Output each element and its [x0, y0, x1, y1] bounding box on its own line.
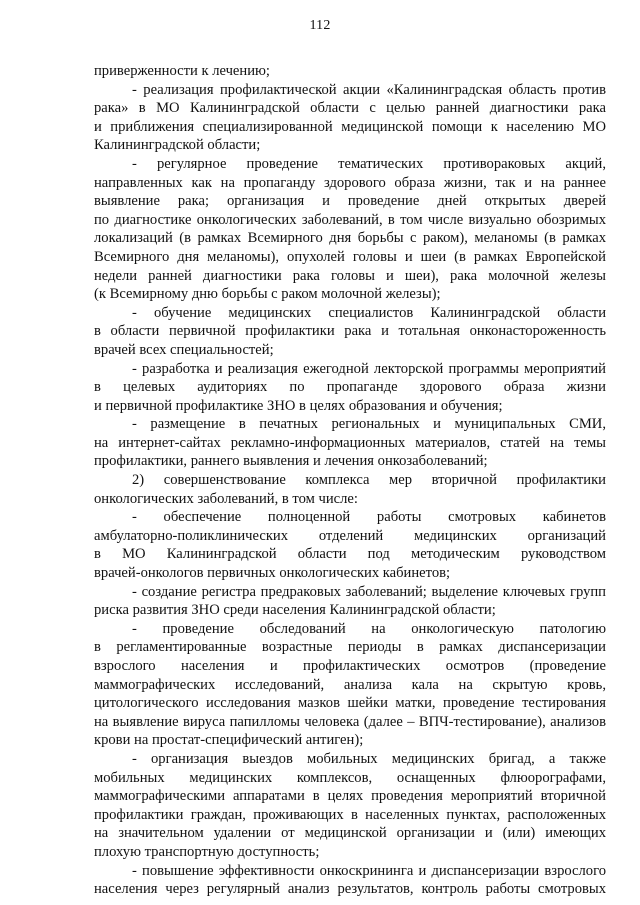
text-line: по диагностике онкологических заболеваний, в том числе визуально обозримых — [94, 211, 606, 228]
text-line: - обеспечение полноценной работы смотровых кабинетов — [132, 509, 606, 526]
text-line: плохую транспортную доступность; — [94, 843, 320, 860]
text-line: выявление рака; организация и проведение дней открытых дверей — [94, 193, 606, 210]
text-line: - обучение медицинских специалистов Калининградской области — [132, 304, 606, 321]
text-line: на выявление вируса папилломы человека (далее – ВПЧ-тестирование), анализов — [94, 713, 606, 730]
text-line: профилактики, раннего выявления и лечения онкозаболеваний; — [94, 453, 488, 470]
text-line: - реализация профилактической акции «Калининградская область против — [132, 81, 606, 98]
body-text — [94, 62, 606, 899]
text-line: недели ранней диагностики рака головы и шеи), рака молочной железы — [94, 267, 606, 284]
text-line: - размещение в печатных региональных и муниципальных СМИ, — [132, 416, 606, 433]
text-line: (к Всемирному дню борьбы с раком молочной железы); — [94, 286, 441, 303]
text-line: - организация выездов мобильных медицинских бригад, а также — [132, 750, 606, 767]
text-line: приверженности к лечению; — [94, 63, 270, 79]
text-line: направленных как на пропаганду здорового образа жизни, так и на раннее — [94, 174, 606, 191]
text-line: в целевых аудиториях по пропаганде здорового образа жизни — [94, 379, 606, 396]
text-line: на интернет-сайтах рекламно-информационных материалов, статей на темы — [94, 434, 606, 451]
text-line: - проведение обследований на онкологическую патологию — [132, 620, 606, 637]
text-line: маммографических исследований, анализа кала на скрытую кровь, — [94, 676, 606, 693]
text-line: маммографическими аппаратами в целях проведения мероприятий вторичной — [94, 788, 606, 805]
text-line: Всемирного дня меланомы), опухолей головы и шеи (в рамках Европейской — [94, 248, 606, 265]
text-line: амбулаторно-поликлинических отделений медицинских организаций — [94, 527, 606, 544]
text-line: локализаций (в рамках Всемирного дня борьбы с раком), меланомы (в рамках — [94, 230, 606, 247]
text-line: риска развития ЗНО среди населения Калининградской области; — [94, 602, 496, 619]
text-line: взрослого населения и профилактических осмотров (проведение — [94, 658, 606, 674]
text-line: в области первичной профилактики рака и тотальная онконастороженность — [94, 323, 606, 340]
text-line: Калининградской области; — [94, 137, 261, 154]
page-number: 112 — [309, 18, 331, 33]
text-line: крови на простат-специфический антиген); — [94, 732, 364, 749]
text-line: на значительном удалении от медицинской организации и (или) имеющих — [94, 825, 606, 842]
text-line: - регулярное проведение тематических противораковых акций, — [132, 155, 606, 172]
text-line: и первичной профилактике ЗНО в целях образования и обучения; — [94, 397, 503, 414]
text-line: врачей-онкологов первичных онкологических кабинетов; — [94, 565, 451, 582]
text-line: рака» в МО Калининградской области с целью ранней диагностики рака — [94, 100, 606, 117]
text-line: - разработка и реализация ежегодной лекторской программы мероприятий — [132, 360, 606, 377]
text-line: в регламентированные возрастные периоды в рамках диспансеризации — [94, 639, 606, 656]
text-line: мобильных медицинских комплексов, оснащенных флюорографами, — [94, 769, 606, 786]
text-line: населения через регулярный анализ результатов, контроль работы смотровых — [94, 881, 606, 898]
text-line: - создание регистра предраковых заболеваний; выделение ключевых групп — [132, 583, 606, 600]
text-line: профилактики граждан, проживающих в населенных пунктах, расположенных — [94, 806, 606, 823]
text-line: в МО Калининградской области под методическим руководством — [94, 546, 606, 563]
text-line: врачей всех специальностей; — [94, 341, 274, 358]
text-line: и приближения специализированной медицинской помощи к населению МО — [94, 118, 606, 135]
text-line: - повышение эффективности онкоскрининга и диспансеризации взрослого — [132, 862, 606, 879]
text-line: цитологического исследования мазков шейки матки, проведение тестирования — [94, 695, 606, 712]
text-line: онкологических заболеваний, в том числе: — [94, 490, 358, 507]
text-line: 2) совершенствование комплекса мер вторичной профилактики — [132, 472, 606, 489]
